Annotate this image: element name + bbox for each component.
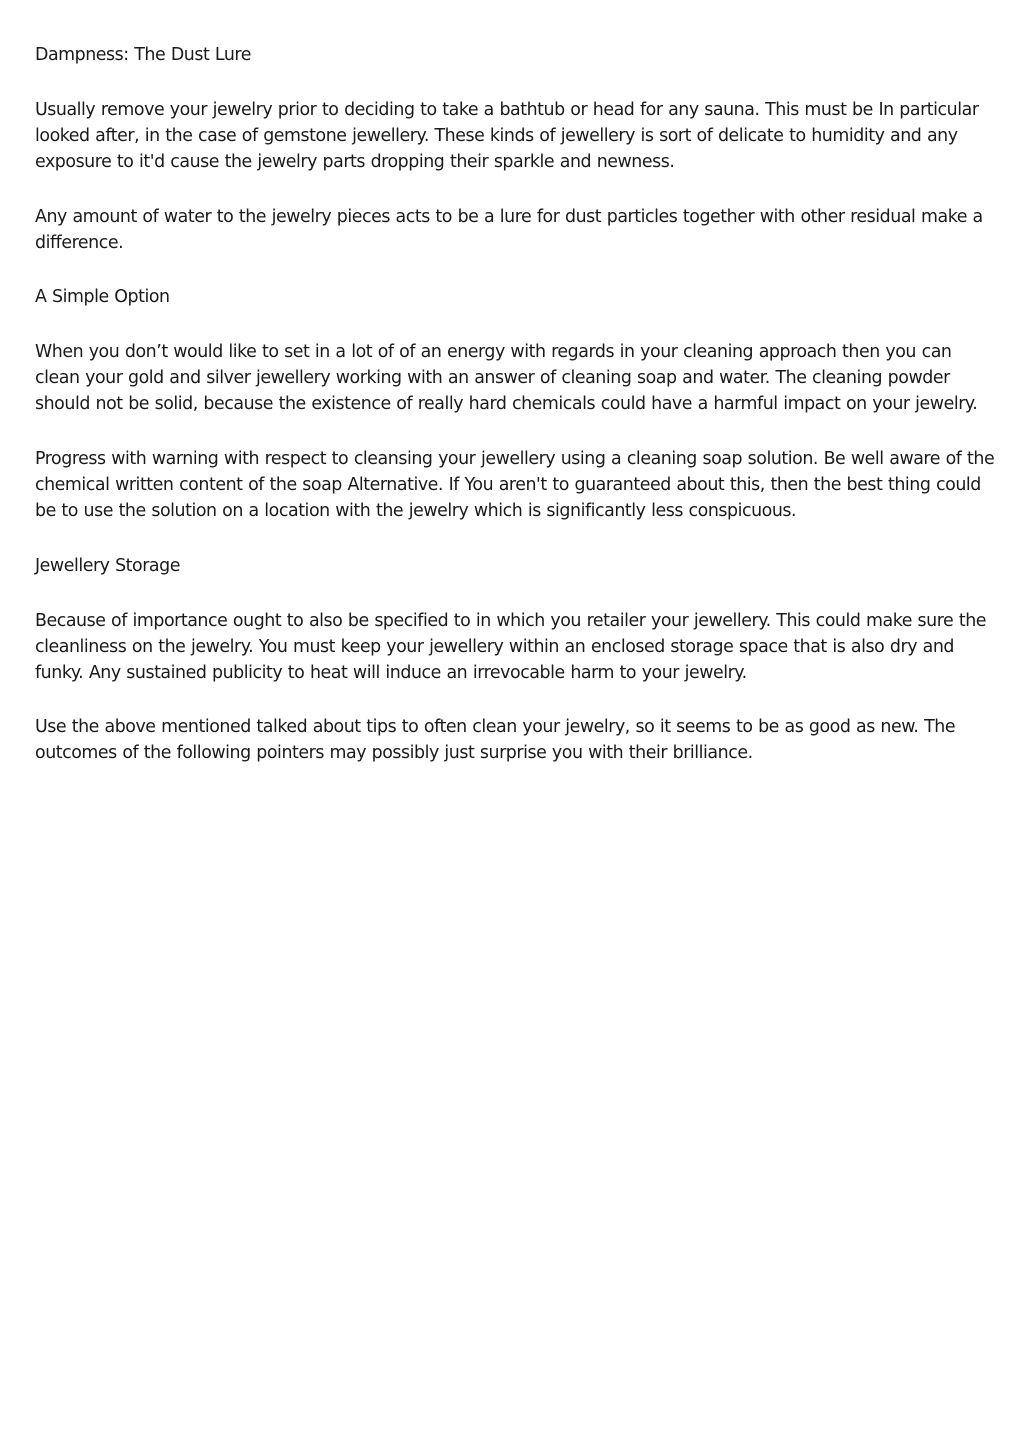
paragraph-warning: Progress with warning with respect to cleansing your jewellery using a cleaning soap solution. Be well aware of the chemical written content of the soap Alternative. If You aren't to guaranteed about this, then the best thing could be to use the solution on a location with the jewelry which is significantly less conspicuous. bbox=[35, 449, 995, 521]
paragraph-soap-water: When you don’t would like to set in a lot of of an energy with regards in your cleaning approach then you can clean your gold and silver jewellery working with an answer of cleaning soap and water. The cleaning powder should not be solid, because the existence of really hard chemicals could have a harmful impact on your jewelry. bbox=[35, 342, 978, 415]
paragraph-storage: Because of importance ought to also be specified to in which you retailer your jewellery. This could make sure the cleanliness on the jewelry. You must keep your jewellery within an enclosed storage space that is also dry and funky. Any sustained publicity to heat will induce an irrevocable harm to your jewelry. bbox=[35, 610, 987, 683]
section-heading-simple-option: A Simple Option bbox=[35, 287, 170, 308]
paragraph-water-lure: Any amount of water to the jewelry pieces acts to be a lure for dust particles together with other residual make a difference. bbox=[35, 206, 983, 253]
section-heading-storage: Jewellery Storage bbox=[35, 555, 180, 576]
section-heading-dampness: Dampness: The Dust Lure bbox=[35, 45, 251, 65]
paragraph-remove-jewelry: Usually remove your jewelry prior to deciding to take a bathtub or head for any sauna. This must be In particular looked after, in the case of gemstone jewellery. These kinds of jewellery is sort of delicate to humidity and any exposure to it'd cause the jewelry parts dropping their sparkle and newness. bbox=[35, 99, 979, 172]
paragraph-conclusion: Use the above mentioned talked about tips to often clean your jewelry, so it seems to be as good as new. The outcomes of the following pointers may possibly just surprise you with their brilliance. bbox=[35, 717, 956, 764]
document-body bbox=[35, 43, 995, 796]
